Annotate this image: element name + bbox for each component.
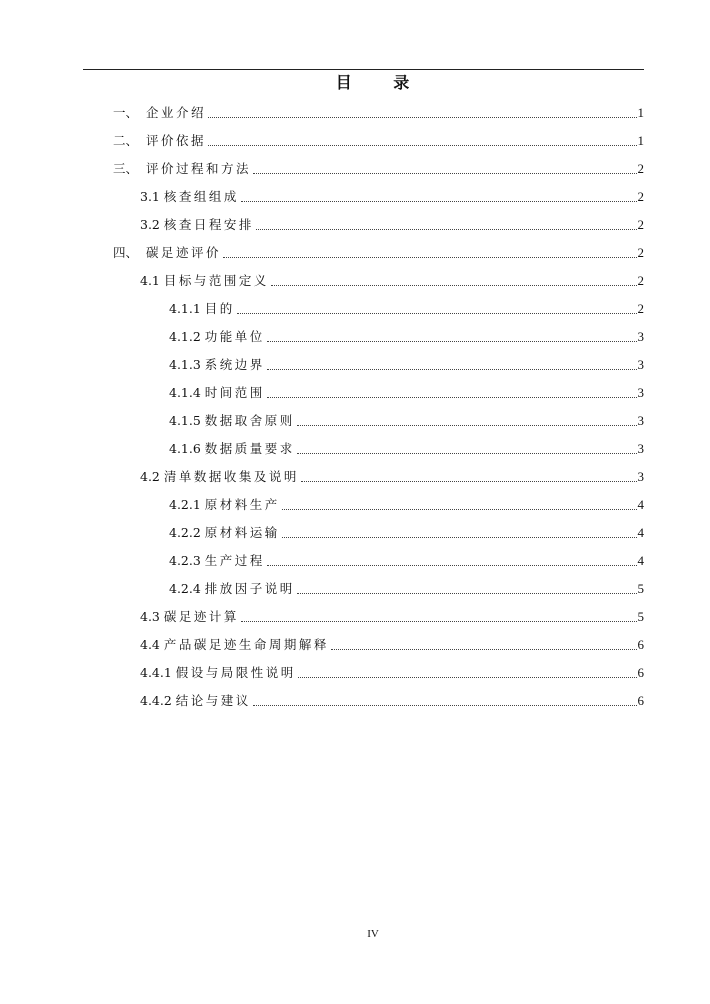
toc-entry-page: 6 (637, 637, 644, 652)
toc-leader-dots (253, 705, 637, 706)
toc-entry[interactable] (113, 159, 644, 179)
toc-entry-page: 4 (637, 525, 644, 540)
toc-entry-label: 清单数据收集及说明 (163, 469, 299, 484)
toc-entry-label: 生产过程 (204, 553, 265, 568)
toc-leader-dots (237, 313, 637, 314)
toc-entry-page: 4 (637, 497, 644, 512)
toc-entry-label: 企业介绍 (145, 105, 206, 120)
toc-entry-number: 4.3 (140, 609, 164, 624)
toc-entry-number: 3.2 (140, 217, 164, 232)
toc-entry-label: 功能单位 (204, 329, 265, 344)
toc-leader-dots (267, 565, 637, 566)
toc-leader-dots (241, 201, 637, 202)
toc-entry[interactable] (113, 103, 644, 123)
toc-entry-number: 4.2.2 (169, 525, 205, 540)
toc-entry-label: 产品碳足迹生命周期解释 (163, 637, 329, 652)
toc-entry-page: 3 (637, 413, 644, 428)
toc-entry[interactable] (140, 271, 644, 291)
toc-leader-dots (256, 229, 637, 230)
toc-entry-label: 核查日程安排 (163, 217, 254, 232)
toc-entry-page: 2 (637, 245, 644, 260)
toc-entry-number: 3.1 (140, 189, 164, 204)
toc-entry-page: 3 (637, 385, 644, 400)
toc-leader-dots (297, 425, 637, 426)
toc-entry-page: 3 (637, 329, 644, 344)
toc-entry-number: 一、 (113, 105, 146, 120)
toc-entry[interactable] (140, 187, 644, 207)
toc-entry-number: 4.4 (140, 637, 164, 652)
toc-entry-label: 假设与局限性说明 (175, 665, 296, 680)
toc-entry-page: 2 (637, 161, 644, 176)
toc-entry-label: 数据取舍原则 (204, 413, 295, 428)
toc-entry-number: 4.1.3 (169, 357, 205, 372)
toc-leader-dots (301, 481, 637, 482)
toc-entry-page: 3 (637, 357, 644, 372)
toc-entry[interactable] (113, 243, 644, 263)
toc-entry-number: 4.1.6 (169, 441, 205, 456)
toc-leader-dots (267, 341, 637, 342)
toc-entry[interactable] (169, 327, 644, 347)
toc-entry[interactable] (169, 383, 644, 403)
toc-entry[interactable] (169, 299, 644, 319)
toc-leader-dots (223, 257, 637, 258)
toc-entry-number: 4.1.2 (169, 329, 205, 344)
toc-entry-number: 三、 (113, 161, 146, 176)
toc-entry-number: 二、 (113, 133, 146, 148)
toc-entry-page: 4 (637, 553, 644, 568)
toc-entry-label: 碳足迹评价 (145, 245, 221, 260)
toc-entry-page: 2 (637, 273, 644, 288)
toc-entry-number: 4.2.3 (169, 553, 205, 568)
toc-leader-dots (282, 509, 637, 510)
toc-entry-label: 碳足迹计算 (163, 609, 239, 624)
toc-entry-page: 5 (637, 581, 644, 596)
toc-entry[interactable] (140, 607, 644, 627)
toc-entry[interactable] (140, 691, 644, 711)
toc-entry-label: 目的 (204, 301, 235, 316)
toc-entry-label: 目标与范围定义 (163, 273, 269, 288)
toc-entry[interactable] (169, 551, 644, 571)
toc-entry-page: 2 (637, 189, 644, 204)
toc-leader-dots (297, 593, 637, 594)
toc-entry-page: 6 (637, 665, 644, 680)
toc-entry-number: 4.2.1 (169, 497, 205, 512)
toc-entry-number: 四、 (113, 245, 146, 260)
toc-entry[interactable] (140, 467, 644, 487)
toc-entry-page: 1 (637, 105, 644, 120)
toc-entry-page: 3 (637, 469, 644, 484)
toc-entry[interactable] (113, 131, 644, 151)
toc-leader-dots (298, 677, 637, 678)
toc-entry-label: 评价依据 (145, 133, 206, 148)
toc-entry[interactable] (169, 579, 644, 599)
toc-leader-dots (208, 117, 637, 118)
toc-entry-number: 4.4.2 (140, 693, 176, 708)
toc-leader-dots (267, 397, 637, 398)
toc-entry[interactable] (169, 411, 644, 431)
toc-leader-dots (267, 369, 637, 370)
toc-entry-label: 系统边界 (204, 357, 265, 372)
toc-entry-page: 2 (637, 217, 644, 232)
toc-entry-number: 4.2 (140, 469, 164, 484)
toc-entry-number: 4.2.4 (169, 581, 205, 596)
toc-entry-label: 评价过程和方法 (145, 161, 251, 176)
toc-entry-label: 数据质量要求 (204, 441, 295, 456)
toc-entry-page: 3 (637, 441, 644, 456)
toc-entry-number: 4.1 (140, 273, 164, 288)
toc-entry-label: 原材料运输 (204, 525, 280, 540)
toc-entry-number: 4.1.1 (169, 301, 205, 316)
toc-entry[interactable] (169, 495, 644, 515)
toc-entry-label: 原材料生产 (204, 497, 280, 512)
toc-entry-label: 核查组组成 (163, 189, 239, 204)
toc-leader-dots (331, 649, 637, 650)
toc-entry-number: 4.1.5 (169, 413, 205, 428)
toc-leader-dots (241, 621, 637, 622)
toc-leader-dots (208, 145, 637, 146)
toc-leader-dots (253, 173, 637, 174)
toc-entry[interactable] (169, 355, 644, 375)
toc-leader-dots (271, 285, 637, 286)
toc-entry-page: 5 (637, 609, 644, 624)
toc-leader-dots (282, 537, 637, 538)
toc-entry-number: 4.1.4 (169, 385, 205, 400)
toc-entry-label: 排放因子说明 (204, 581, 295, 596)
toc-entry-page: 1 (637, 133, 644, 148)
toc-entry-label: 时间范围 (204, 385, 265, 400)
page-title: 目 录 (335, 73, 428, 92)
toc-entry[interactable] (140, 663, 644, 683)
toc-entry-page: 2 (637, 301, 644, 316)
toc-entry[interactable] (140, 635, 644, 655)
toc-entry-number: 4.4.1 (140, 665, 176, 680)
toc-entry[interactable] (169, 439, 644, 459)
toc-leader-dots (297, 453, 637, 454)
page-number: IV (367, 928, 379, 940)
toc-entry[interactable] (169, 523, 644, 543)
toc-entry-page: 6 (637, 693, 644, 708)
toc-entry-label: 结论与建议 (175, 693, 251, 708)
toc-entry[interactable] (140, 215, 644, 235)
